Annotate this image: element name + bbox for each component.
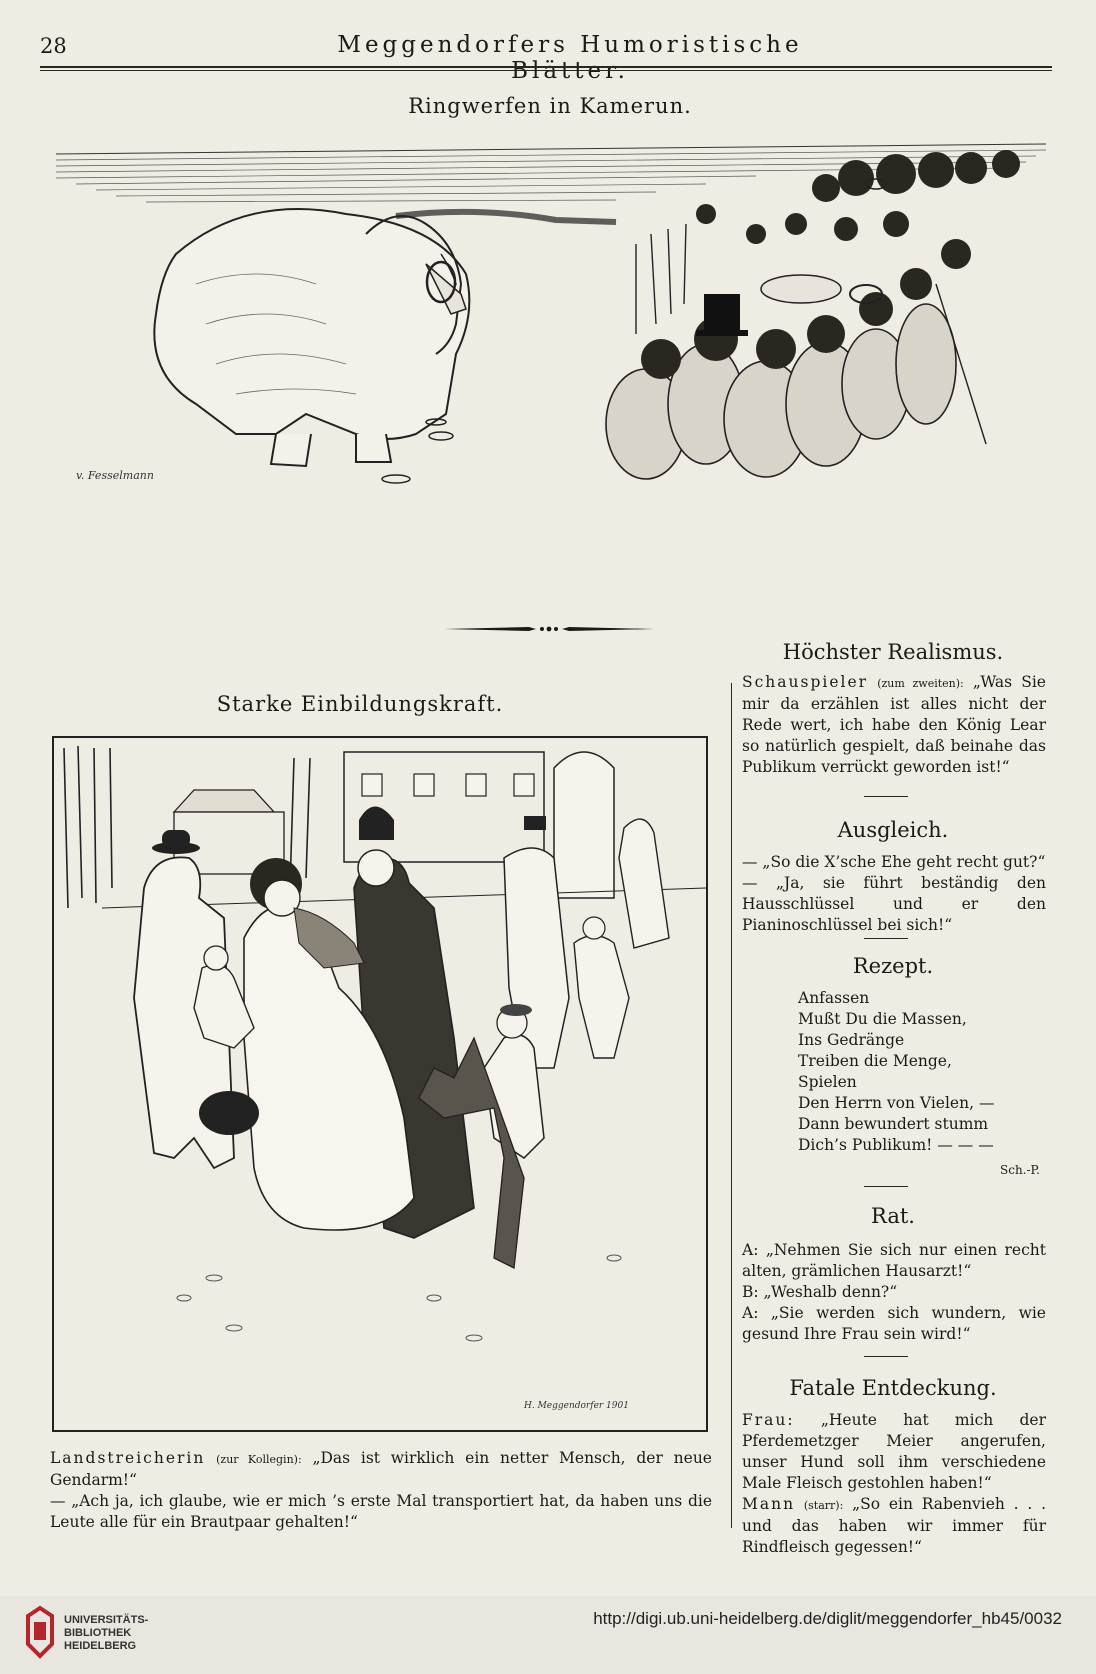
bottom-illustration-dialog [50,1448,712,1533]
bottom-illustration-signature: H. Meggendorfer 1901 [524,1401,629,1411]
library-logo-icon [24,1604,56,1664]
top-illustration-caption: Ringwerfen in Kamerun. [408,94,692,118]
poem-line: Ins Gedränge [798,1031,905,1049]
library-name[interactable]: UNIVERSITÄTS- BIBLIOTHEK HEIDELBERG [64,1614,149,1652]
realismus-aside: (zum zweiten): [877,677,964,690]
rat-label-b: B: [742,1283,759,1301]
poem-line: Spielen [798,1073,857,1091]
rezept-signature: Sch.-P. [1000,1163,1040,1177]
section-separator [864,938,908,939]
column-rule [731,683,732,1528]
poem-line: Dich’s Publikum! — — — [798,1136,994,1154]
fatale-label-mann: Mann [742,1495,796,1513]
ausgleich-line-2: — „Ja, sie führt beständig den Hausschlüssel und er den Pianinoschlüssel bei sich!“ [742,874,1046,934]
ausgleich-line-1: — „So die X’sche Ehe geht recht gut?“ [742,853,1046,871]
rat-text [742,1240,1046,1345]
header-rule-thin [40,70,1052,71]
ausgleich-text [742,852,1046,936]
rat-label-a2: A: [742,1304,759,1322]
journal-title: Meggendorfers Humoristische Blätter. [337,32,803,84]
rat-a1: „Nehmen Sie sich nur einen recht alten, grämlichen Hausarzt!“ [742,1241,1046,1280]
realismus-body: „Was Sie mir da erzählen ist alles nicht der Rede wert, ich habe den König Lear so natürlich gespielt, daß beinahe das Publikum verrückt geworden ist!“ [742,673,1046,776]
rat-label-a: A: [742,1241,759,1259]
poem-line: Mußt Du die Massen, [798,1010,967,1028]
bottom-illustration-caption: Starke Einbildungskraft. [216,692,504,716]
dialog-speaker: Landstreicherin [50,1449,206,1467]
rezept-title: Rezept. [852,954,934,978]
ausgleich-title: Ausgleich. [837,818,949,842]
rat-b: „Weshalb denn?“ [763,1283,898,1301]
fatale-title: Fatale Entdeckung. [789,1376,997,1400]
page-number: 28 [40,34,67,58]
section-separator [864,796,908,797]
dialog-aside: (zur Kollegin): [216,1453,302,1466]
fatale-mann: „So ein Rabenvieh . . . und das haben wir immer für Rindfleisch gegessen!“ [742,1495,1046,1556]
dialog-text-1: „Das ist wirklich ein netter Mensch, der neue Gendarm!“ [50,1449,712,1489]
dialog-text-2: — „Ach ja, ich glaube, wie er mich ’s erste Mal transportiert hat, da haben uns die Leute alle für ein Brautpaar gehalten!“ [50,1492,712,1531]
rat-title: Rat. [871,1204,915,1228]
gendarm-illustration [52,736,708,1432]
rezept-poem [798,988,1038,1156]
ornamental-divider [444,622,654,636]
top-illustration-signature: v. Fesselmann [76,469,154,482]
header-rule [40,66,1052,68]
realismus-speaker: Schauspieler [742,673,869,691]
fatale-text [742,1410,1046,1558]
fatale-label-frau: Frau: [742,1411,795,1429]
poem-line: Anfassen [798,989,870,1007]
rat-a2: „Sie werden sich wundern, wie gesund Ihre Frau sein wird!“ [742,1304,1046,1343]
rhino-illustration [56,134,1046,564]
poem-line: Treiben die Menge, [798,1052,952,1070]
viewer-footer [0,1596,1096,1674]
poem-line: Dann bewundert stumm [798,1115,989,1133]
fatale-frau: „Heute hat mich der Pferdemetzger Meier angerufen, unser Hund soll ihm verschiedene Male Fleisch gestohlen haben!“ [742,1411,1046,1492]
section-separator [864,1356,908,1357]
source-url[interactable]: http://digi.ub.uni-heidelberg.de/diglit/meggendorfer_hb45/0032 [593,1609,1062,1628]
fatale-aside: (starr): [803,1499,844,1512]
section-separator [864,1186,908,1187]
realismus-title: Höchster Realismus. [782,640,1004,664]
realismus-text [742,672,1046,778]
poem-line: Den Herrn von Vielen, — [798,1094,995,1112]
